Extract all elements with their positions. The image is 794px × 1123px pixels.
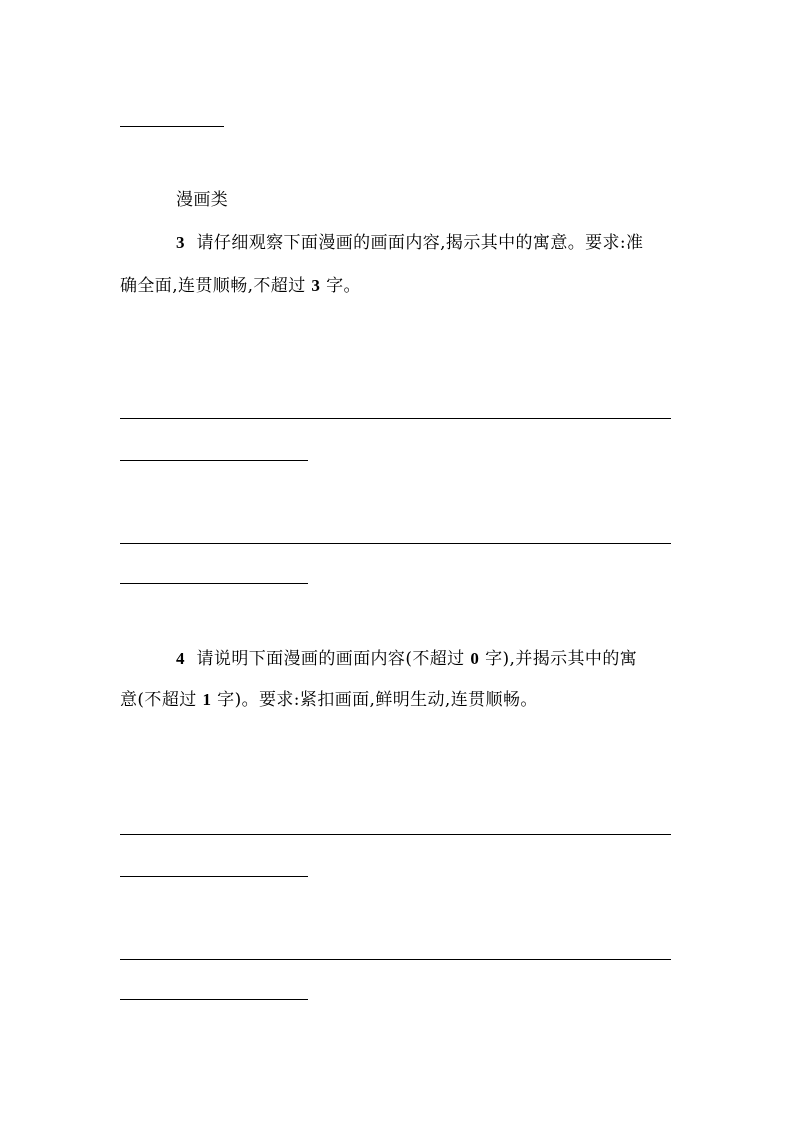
answer-line[interactable] — [120, 876, 308, 877]
answer-line[interactable] — [120, 543, 671, 544]
question-3-number: 3 — [176, 233, 185, 252]
answer-line[interactable] — [120, 460, 308, 461]
section-heading: 漫画类 — [176, 190, 229, 210]
question-3-line-2: 确全面,连贯顺畅,不超过 3 字。 — [120, 276, 361, 296]
question-4-limit-1: 0 — [470, 649, 480, 668]
question-3-text: 请仔细观察下面漫画的画面内容,揭示其中的寓意。要求:准 — [196, 233, 644, 253]
answer-line[interactable] — [120, 999, 308, 1000]
question-4-line-2: 意(不超过 1 字)。要求:紧扣画面,鲜明生动,连贯顺畅。 — [120, 690, 538, 710]
question-4-limit-2: 1 — [202, 690, 212, 709]
answer-line-top — [120, 126, 224, 127]
question-4-number: 4 — [176, 649, 185, 668]
answer-line[interactable] — [120, 959, 671, 960]
answer-line[interactable] — [120, 583, 308, 584]
answer-line[interactable] — [120, 418, 671, 419]
answer-line[interactable] — [120, 834, 671, 835]
question-3-limit: 3 — [311, 276, 321, 295]
question-3-line-1 — [176, 232, 643, 254]
question-4-line-1: 4 请说明下面漫画的画面内容(不超过 0 字),并揭示其中的寓 — [176, 649, 638, 669]
